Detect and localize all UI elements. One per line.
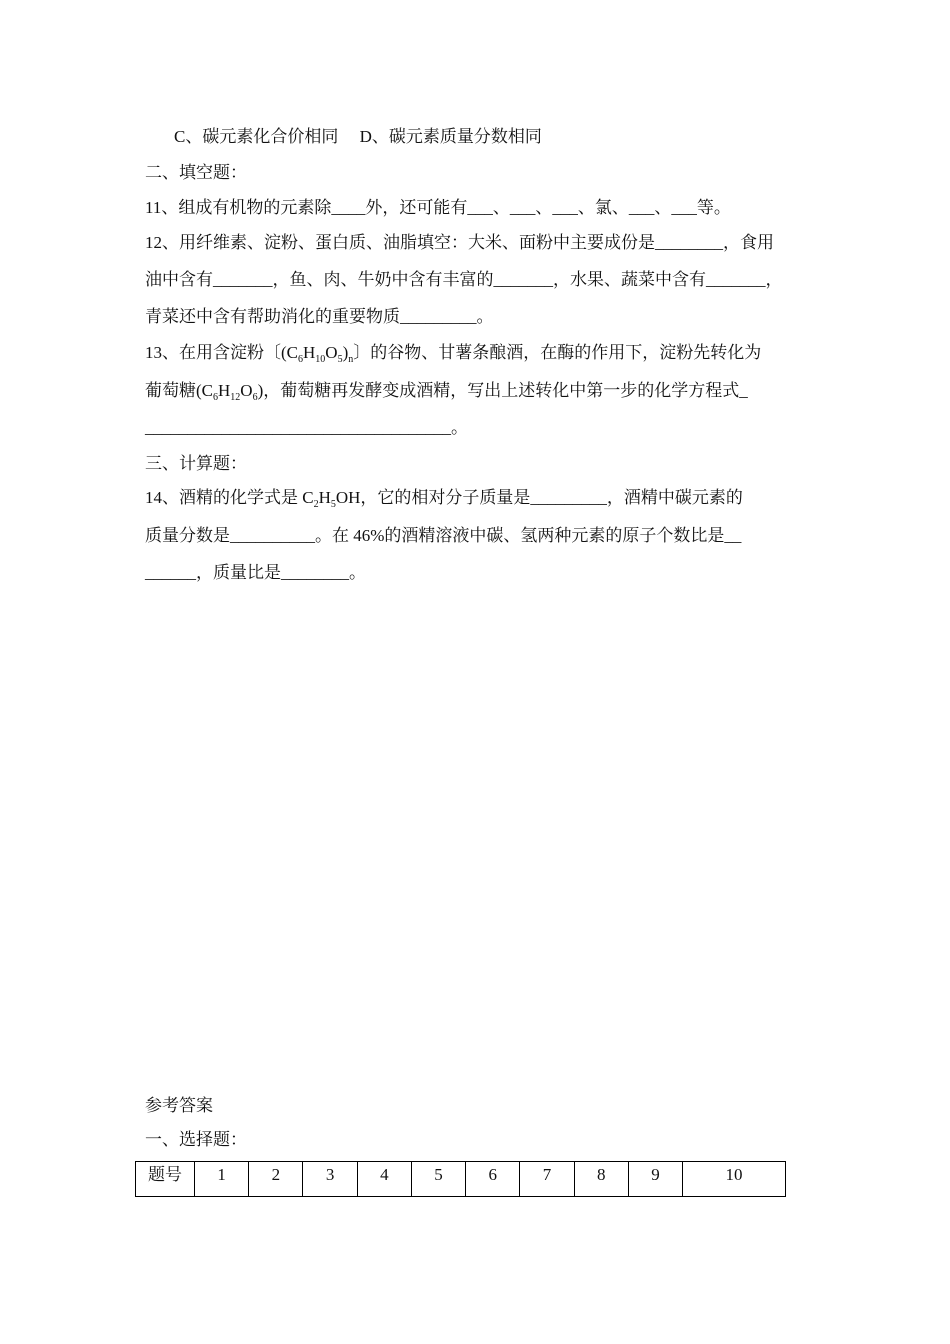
table-cell: 8 <box>574 1162 628 1197</box>
table-cell: 5 <box>411 1162 465 1197</box>
answer-table <box>135 1161 786 1197</box>
question-14-line-3: ______，质量比是________。 <box>145 563 366 582</box>
table-cell: 9 <box>628 1162 682 1197</box>
question-13-line-1: 13、在用含淀粉〔$(C_6H_{10}O_5)_n$〕的谷物、甘薯条酿酒，在酶的作用下，淀粉先转化为 <box>145 343 762 365</box>
question-13-answer-line: ____________________________________。 <box>145 418 468 437</box>
table-cell: 7 <box>520 1162 574 1197</box>
question-14-line-1: 14、酒精的化学式是 $C_2H_5OH$，它的相对分子质量是_________，酒精中碳元素的 <box>145 488 743 510</box>
table-header-cell: 题号 <box>136 1162 195 1197</box>
table-row <box>136 1162 786 1197</box>
question-14-line-2: 质量分数是__________。在 46%的酒精溶液中碳、氢两种元素的原子个数比是__ <box>145 526 742 545</box>
question-13-line-2: 葡萄糖$(C_6H_{12}O_6)$，葡萄糖再发酵变成酒精，写出上述转化中第一步的化学方程式_ <box>145 381 748 403</box>
section-heading-calc: 三、计算题： <box>145 454 247 473</box>
section-heading-fill: 二、填空题： <box>145 163 247 182</box>
table-cell: 10 <box>683 1162 786 1197</box>
table-cell: 2 <box>249 1162 303 1197</box>
question-12-line-3: 青菜还中含有帮助消化的重要物质_________。 <box>145 307 494 326</box>
table-cell: 3 <box>303 1162 357 1197</box>
table-cell: 4 <box>357 1162 411 1197</box>
table-cell: 1 <box>195 1162 249 1197</box>
answer-key-title: 参考答案 <box>145 1096 213 1115</box>
section-heading-choice: 一、选择题： <box>145 1130 247 1149</box>
question-11: 11、组成有机物的元素除____外，还可能有___、___、___、氯、___、___等。 <box>145 198 731 217</box>
option-line-cd: C、碳元素化合价相同 D、碳元素质量分数相同 <box>174 127 542 146</box>
table-cell: 6 <box>466 1162 520 1197</box>
question-12-line-1: 12、用纤维素、淀粉、蛋白质、油脂填空：大米、面粉中主要成份是________，食用 <box>145 233 774 252</box>
question-12-line-2: 油中含有_______，鱼、肉、牛奶中含有丰富的_______，水果、蔬菜中含有_______， <box>145 270 783 289</box>
